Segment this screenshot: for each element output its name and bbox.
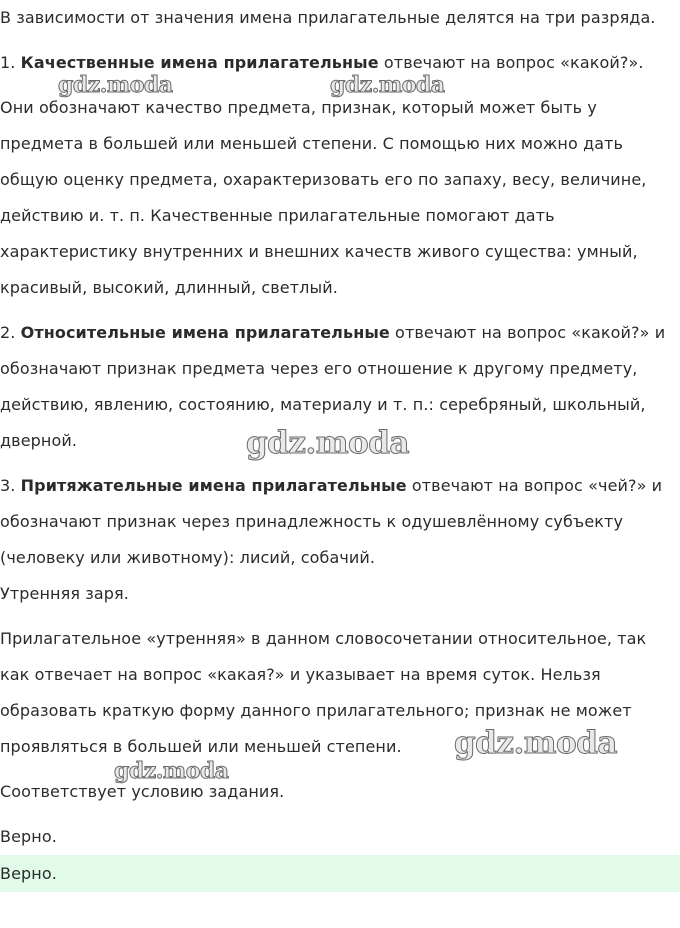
category-description: отвечают на вопрос «чей?» и обозначают признак через принадлежность к одушевлённому субъекту (человеку или животному): лисий, собачий. bbox=[0, 476, 663, 567]
explanation-paragraph: Прилагательное «утренняя» в данном словосочетании относительное, так как отвечает на вопрос «какая?» и указывает на время суток. Нельзя образовать краткую форму данного прилагательного; признак не может проявляться в большей или меньшей степени. bbox=[0, 629, 647, 756]
watermark: gdz.moda bbox=[246, 425, 409, 461]
category-term: Относительные имена прилагательные bbox=[20, 323, 390, 342]
category-term: Качественные имена прилагательные bbox=[20, 53, 379, 72]
category-possessive-paragraph bbox=[0, 468, 680, 576]
answer-highlight bbox=[0, 855, 680, 892]
example-phrase: Утренняя заря. bbox=[0, 584, 129, 603]
conclusion-text: Соответствует условию задания. bbox=[0, 782, 285, 801]
category-number: 3. bbox=[0, 476, 21, 495]
category-number: 2. bbox=[0, 323, 21, 342]
watermark: gdz.moda bbox=[330, 72, 445, 98]
watermark: gdz.moda bbox=[58, 72, 173, 98]
intro-paragraph: В зависимости от значения имена прилагательные делятся на три разряда. bbox=[0, 8, 656, 27]
watermark: gdz.moda bbox=[114, 758, 229, 784]
category-number: 1. bbox=[0, 53, 21, 72]
verdict-text: Верно. bbox=[0, 827, 57, 846]
category-qualitative-description: Они обозначают качество предмета, признак, который может быть у предмета в большей или меньшей степени. С помощью них можно дать общую оценку предмета, охарактеризовать его по запаху, весу, величине, действию и. т. п. Качественные прилагательные помогают дать характеристику внутренних и внешних качеств живого существа: умный, красивый, высокий, длинный, светлый. bbox=[0, 98, 647, 297]
watermark: gdz.moda bbox=[454, 725, 617, 761]
answer-text: Верно. bbox=[0, 864, 57, 883]
category-term: Притяжательные имена прилагательные bbox=[20, 476, 407, 495]
category-question: отвечают на вопрос «какой?». bbox=[378, 53, 644, 72]
category-description: отвечают на вопрос «какой?» и обозначают признак предмета через его отношение к другому предмету, действию, явлению, состоянию, материалу и т. п.: серебряный, школьный, дверной. bbox=[0, 323, 666, 450]
